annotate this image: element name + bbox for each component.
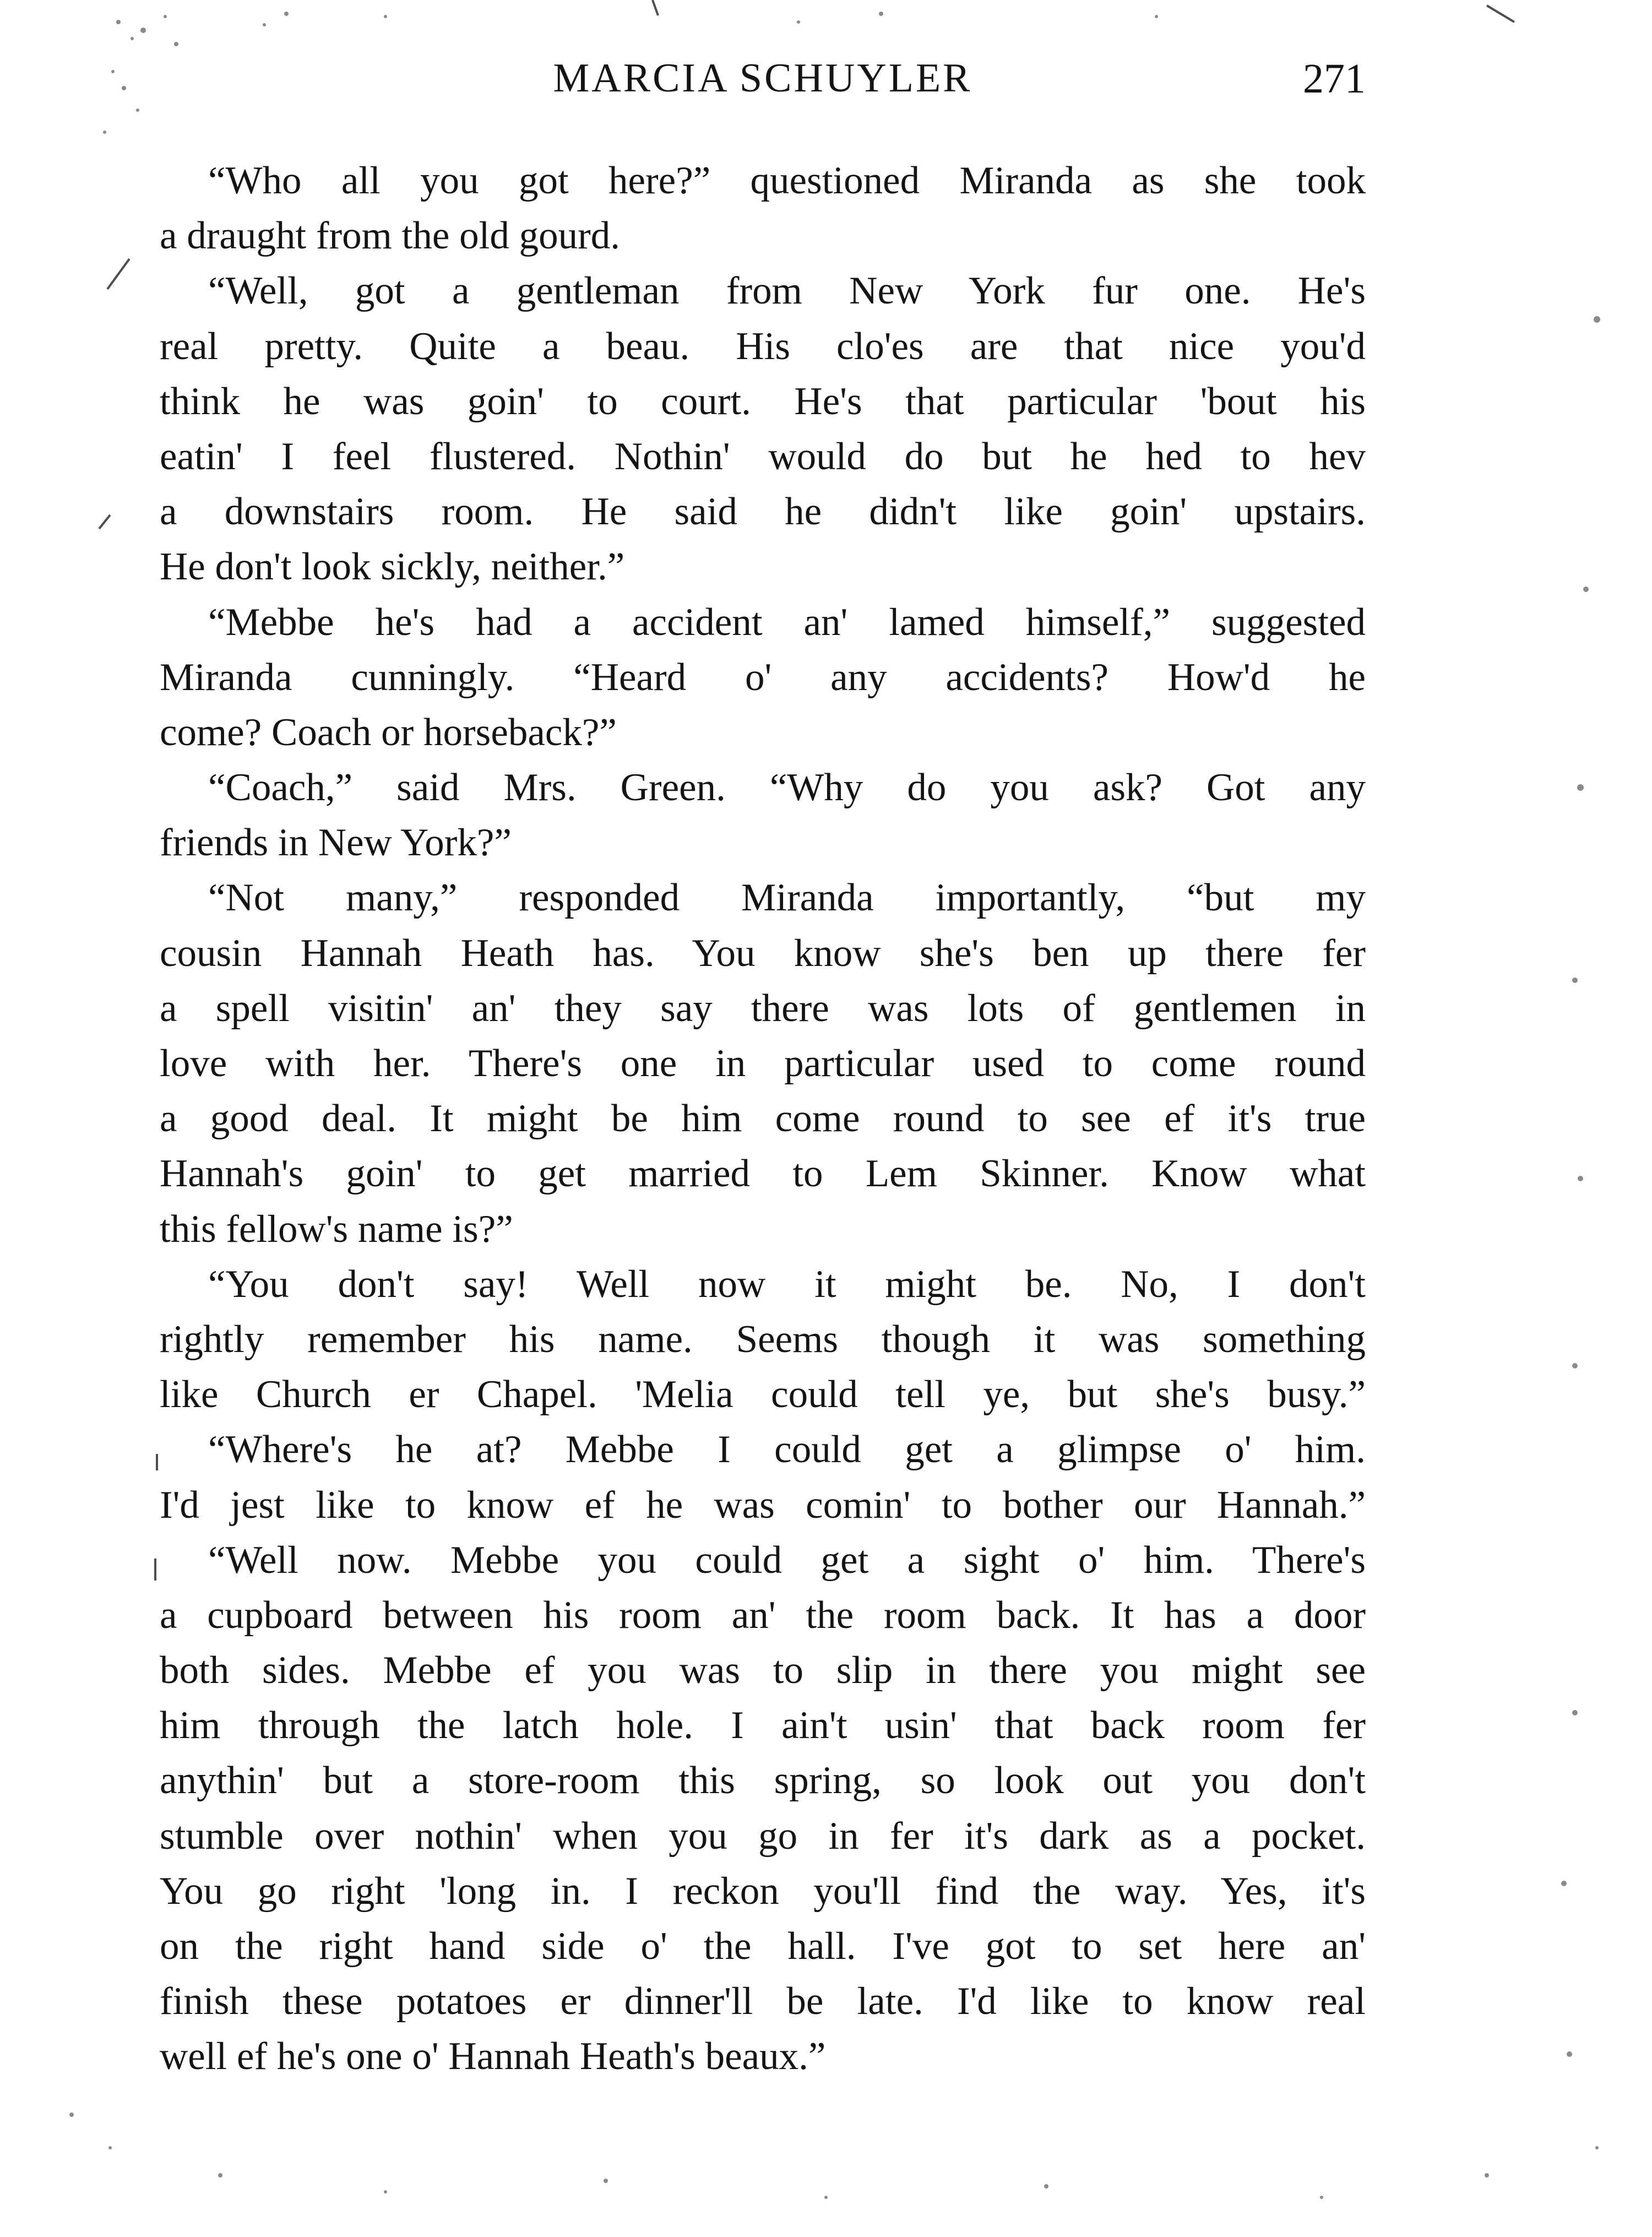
text-line: “Coach,” said Mrs. Green. “Why do you ask? Got any — [208, 766, 1366, 810]
text-line: “Who all you got here?” questioned Miranda as she took — [208, 159, 1366, 202]
text-line: love with her. There's one in particular used to come round — [160, 1042, 1366, 1085]
body-text — [160, 153, 1366, 2084]
text-line: friends in New York?” — [160, 821, 512, 865]
text-line: finish these potatoes er dinner'll be late. I'd like to know real — [160, 1980, 1366, 2023]
text-line: He don't look sickly, neither.” — [160, 545, 625, 589]
text-line: “Not many,” responded Miranda importantly, “but my — [208, 876, 1366, 920]
text-line: well ef he's one o' Hannah Heath's beaux.” — [160, 2035, 826, 2078]
text-line: “Mebbe he's had a accident an' lamed himself,” suggested — [208, 600, 1366, 644]
text-line: You go right 'long in. I reckon you'll find the way. Yes, it's — [160, 1869, 1366, 1913]
text-line: anythin' but a store-room this spring, so look out you don't — [160, 1759, 1366, 1802]
running-head — [160, 55, 1366, 116]
text-line: both sides. Mebbe ef you was to slip in there you might see — [160, 1649, 1366, 1692]
text-line: stumble over nothin' when you go in fer it's dark as a pocket. — [160, 1814, 1366, 1858]
text-line: him through the latch hole. I ain't usin' that back room fer — [160, 1704, 1366, 1747]
text-line: rightly remember his name. Seems though it was something — [160, 1317, 1366, 1361]
text-line: a spell visitin' an' they say there was lots of gentlemen in — [160, 986, 1366, 1030]
text-line: “You don't say! Well now it might be. No, I don't — [208, 1262, 1366, 1306]
text-line: think he was goin' to court. He's that particular 'bout his — [160, 379, 1366, 423]
text-line: real pretty. Quite a beau. His clo'es are that nice you'd — [160, 324, 1366, 368]
text-line: Hannah's goin' to get married to Lem Skinner. Know what — [160, 1152, 1366, 1196]
text-line: Miranda cunningly. “Heard o' any accidents? How'd he — [160, 655, 1366, 699]
text-line: a downstairs room. He said he didn't like goin' upstairs. — [160, 490, 1366, 534]
text-line: “Where's he at? Mebbe I could get a glimpse o' him. — [208, 1428, 1366, 1472]
text-line: a good deal. It might be him come round to see ef it's true — [160, 1097, 1366, 1141]
text-line: eatin' I feel flustered. Nothin' would do but he hed to hev — [160, 435, 1366, 478]
text-line: cousin Hannah Heath has. You know she's ben up there fer — [160, 931, 1366, 975]
text-line: a cupboard between his room an' the room back. It has a door — [160, 1593, 1366, 1637]
text-line: a draught from the old gourd. — [160, 214, 621, 258]
text-line: I'd jest like to know ef he was comin' to bother our Hannah.” — [160, 1483, 1366, 1527]
text-line: on the right hand side o' the hall. I've got to set here an' — [160, 1925, 1366, 1968]
text-line: like Church er Chapel. 'Melia could tell ye, but she's busy.” — [160, 1373, 1366, 1416]
page-number: 271 — [1303, 56, 1366, 102]
text-line: “Well now. Mebbe you could get a sight o' him. There's — [208, 1538, 1366, 1582]
running-title: MARCIA SCHUYLER — [553, 56, 972, 101]
text-line: “Well, got a gentleman from New York fur one. He's — [208, 269, 1366, 313]
text-line: this fellow's name is?” — [160, 1207, 513, 1251]
text-line: come? Coach or horseback?” — [160, 710, 617, 754]
